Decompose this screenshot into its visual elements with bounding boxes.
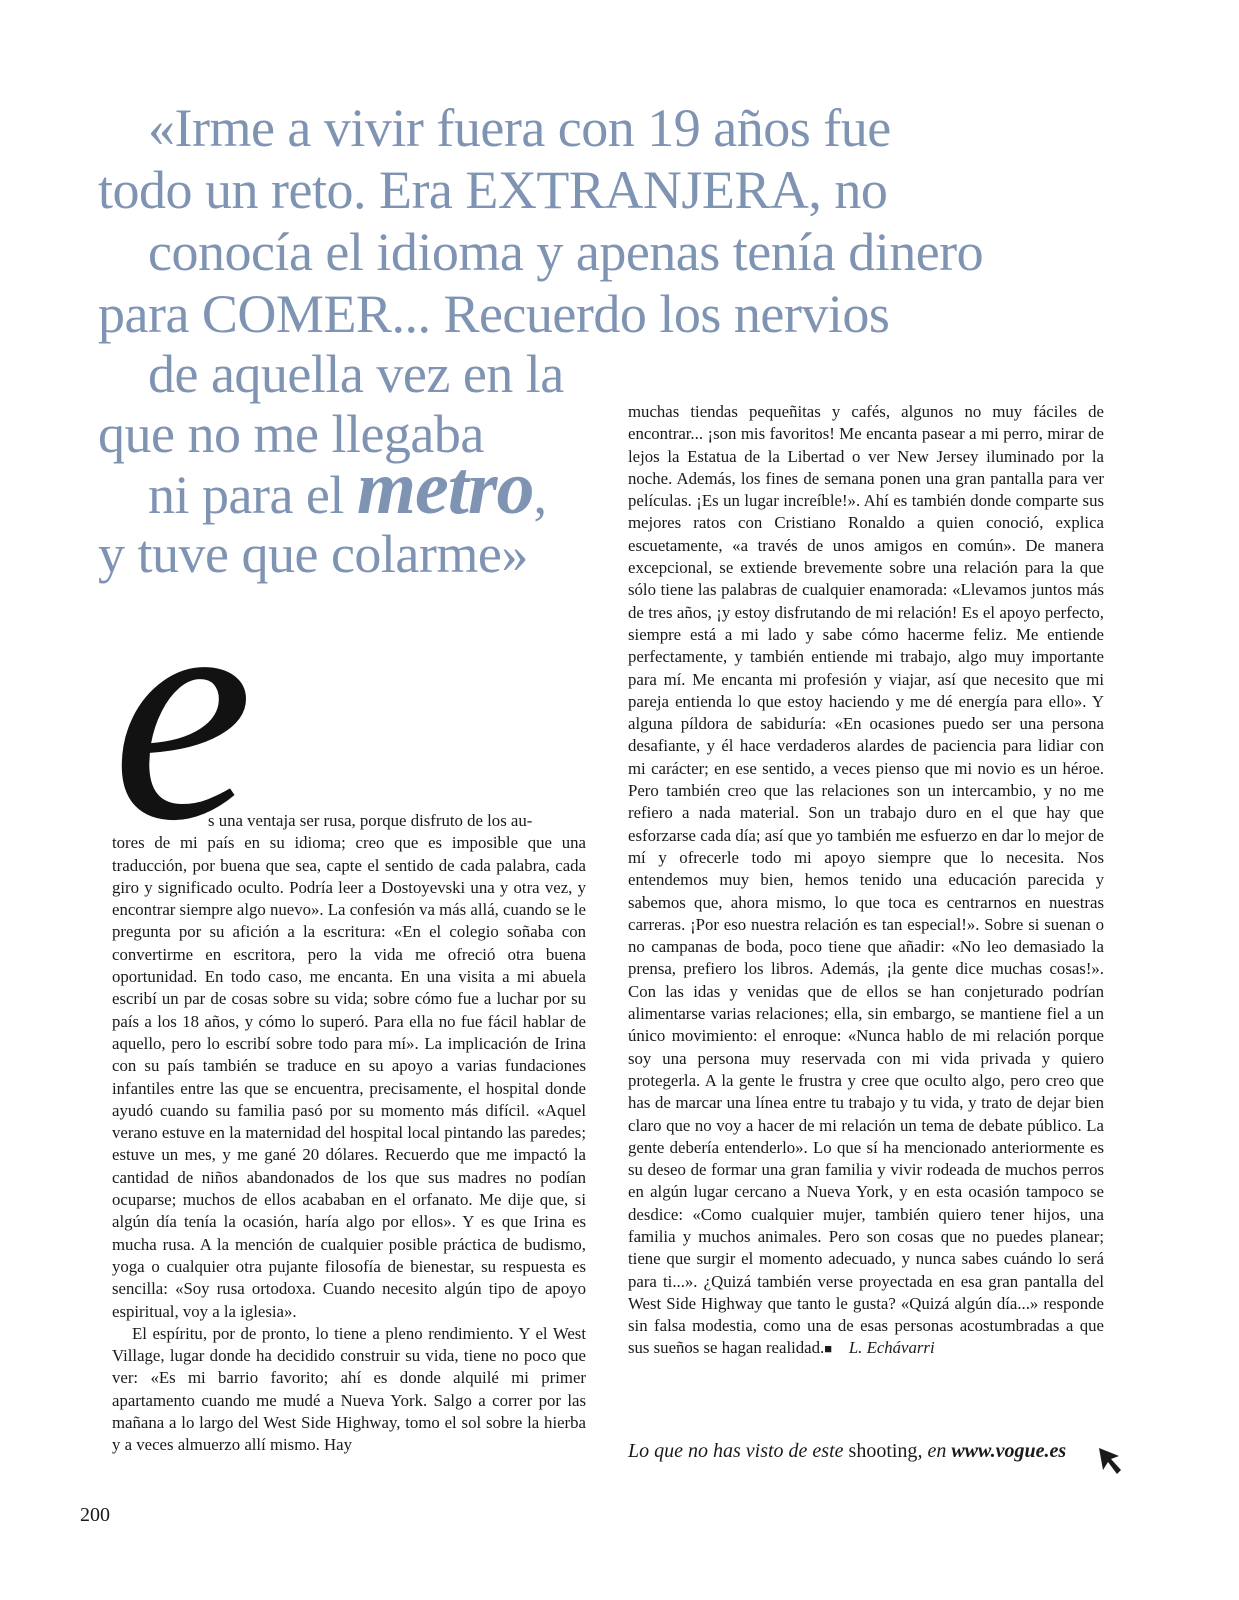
- website-promo: [628, 1440, 1128, 1463]
- pull-quote-line-4: para COMER... Recuerdo los nervios: [98, 284, 890, 344]
- page-number: 200: [80, 1504, 110, 1526]
- paragraph: [112, 810, 586, 1323]
- pull-quote-line-1: «Irme a vivir fuera con 19 años fue: [148, 98, 891, 158]
- pull-quote-emphasis: metro: [356, 446, 534, 530]
- paragraph: El espíritu, por de pronto, lo tiene a pleno rendimiento. Y el West Village, lugar donde ha decidido construir su vida, tiene no poco que ver: «Es mi barrio favorito; ahí es donde alquilé mi primer apartamento cuando me mudé a Nueva York. Salgo a correr por las mañana a lo largo del West Side Highway, tomo el sol sobre la hierba y a veces almuerzo allí mismo. Hay: [112, 1323, 586, 1455]
- end-mark-icon: ■: [824, 1341, 833, 1357]
- byline: L. Echávarri: [848, 1338, 935, 1358]
- paragraph-text: tores de mi país en su idioma; creo que es imposible que una traducción, por buena que sea, capte el sentido de cada palabra, cada giro y significado oculto. Podría leer a Dostoyevski una y otra vez, y encontrar siempre algo nuevo». La confesión va más allá, cuando se le pregunta por su afición a la escritura: «En el colegio soñaba con convertirme en escritora, pero la vida me ofreció otra buena oportunidad. En todo caso, me encanta. En una visita a mi abuela escribí un par de cosas sobre su vida; sobre cómo fue a luchar por su país a los 18 años, y cómo lo superó. Para ella no fue fácil hablar de aquello, pero lo escribí sobre todo para mí». La implicación de Irina con su país también se traduce en su apoyo a varias fundaciones infantiles entre las que se encuentra, precisamente, el hospital donde ayudó cuando su familia pasó por su momento más difícil. «Aquel verano estuve en la maternidad del hospital local pintando las paredes; estuve un mes, y me gané 20 dólares. Recuerdo que me impactó la cantidad de niños abandonados de los que sus madres no podían ocuparse; muchos de ellos acababan en el orfanato. Me dije que, si algún día tenía la ocasión, haría algo por ellos». Y es que Irina es mucha rusa. A la mención de cualquier posible práctica de budismo, yoga o cualquier otra pujante filosofía de bienestar, su respuesta es sencilla: «Soy rusa ortodoxa. Cuando necesito algún tipo de apoyo espiritual, voy a la iglesia».: [112, 833, 586, 1321]
- pull-quote-line-7: [148, 446, 547, 530]
- pull-quote-line-6: que no me llegaba: [98, 404, 484, 464]
- paragraph-text: muchas tiendas pequeñitas y cafés, algunos no muy fáciles de encontrar... ¡son mis favoritos! Me encanta pasear a mi perro, mirar de lejos la Estatua de la Libertad o ver New Jersey iluminado por la noche. Además, los fines de semana ponen una gran pantalla para ver películas. ¡Es un lugar increíble!». Ahí es también donde comparte sus mejores ratos con Cristiano Ronaldo a quien conoció, explica escuetamente, «a través de unos amigos en común». De manera excepcional, se extiende brevemente sobre una relación para la que sólo tiene las palabras de cualquier enamorada: «Llevamos juntos más de tres años, ¡y estoy disfrutando de mi relación! Es el apoyo perfecto, siempre está a mi lado y sabe cómo hacerme feliz. Me entiende perfectamente, y también entiende mi trabajo, algo muy importante para mí. Me encanta mi profesión y viajar, así que necesito que mi pareja entienda lo que estoy haciendo y me dé energía para ello». Y alguna píldora de sabiduría: «En ocasiones puedo ser una persona desafiante, y él hace verdaderos alardes de paciencia para lidiar con mi carácter; en ese sentido, a veces pienso que mi novio es un héroe. Pero también creo que las relaciones son un intercambio, y no me refiero a nada material. Son un trabajo duro en el que hay que esforzarse cada día; así que yo también me esfuerzo en dar lo mejor de mí y ofrecerle todo mi apoyo siempre que lo necesita. Nos entendemos muy bien, hemos tenido una educación parecida y sabemos que, ahora mismo, lo que toca es centrarnos en nuestras carreras. ¡Por eso nuestra relación es tan especial!». Sobre si suenan o no campanas de boda, poco tiene que añadir: «No leo demasiado la prensa, prefiero los libros. Además, ¡la gente dice muchas cosas!». Con las idas y venidas que de ellos se han conjeturado podrían alimentarse varias relaciones; ella, sin embargo, se mantiene fiel a un único movimiento: el enroque: «Nunca hablo de mi relación porque soy una persona muy reservada con mi vida privada y quiero protegerla. A la gente le frustra y cree que oculto algo, pero creo que has de marcar una línea entre tu trabajo y tu vida, y trato de dejar bien claro que no voy a hacer de mi relación un tema de debate público. La gente debería entenderlo». Lo que sí ha mencionado anteriormente es su deseo de formar una gran familia y vivir rodeada de muchos perros en algún lugar cercano a Nueva York, y en esta ocasión tampoco se desdice: «Como cualquier mujer, también quiero tener hijos, una familia y muchos animales. Pero son cosas que no puedes planear; tiene que surgir el momento adecuado, y nunca sabes cuándo lo será para ti...». ¿Quizá también verse proyectada en esa gran pantalla del West Side Highway que tanto le gusta? «Quizá algún día...» responde sin falsa modestia, como una de esas personas acostumbradas a que sus sueños se hagan realidad.: [628, 402, 1104, 1358]
- promo-text: Lo que no has visto de este: [628, 1440, 849, 1462]
- pull-quote-line-7-post: ,: [533, 465, 547, 525]
- promo-text-2: , en: [917, 1440, 952, 1462]
- pull-quote-line-8: y tuve que colarme»: [98, 524, 528, 584]
- paragraph: [628, 401, 1104, 1361]
- pull-quote-line-3: conocía el idioma y apenas tenía dinero: [148, 222, 984, 282]
- promo-shooting: shooting: [848, 1440, 918, 1462]
- promo-url-link[interactable]: www.vogue.es: [951, 1440, 1067, 1462]
- pull-quote-line-5: de aquella vez en la: [148, 344, 564, 404]
- cursor-arrow-icon: [1097, 1446, 1125, 1476]
- pull-quote-line-7-pre: ni para el: [148, 465, 357, 525]
- article-column-right: [628, 401, 1104, 1361]
- paragraph-first-line: s una ventaja ser rusa, porque disfruto de los au-: [208, 811, 533, 830]
- pull-quote-line-2: todo un reto. Era EXTRANJERA, no: [98, 160, 888, 220]
- drop-cap: e: [112, 534, 254, 886]
- article-column-left: [112, 810, 586, 1457]
